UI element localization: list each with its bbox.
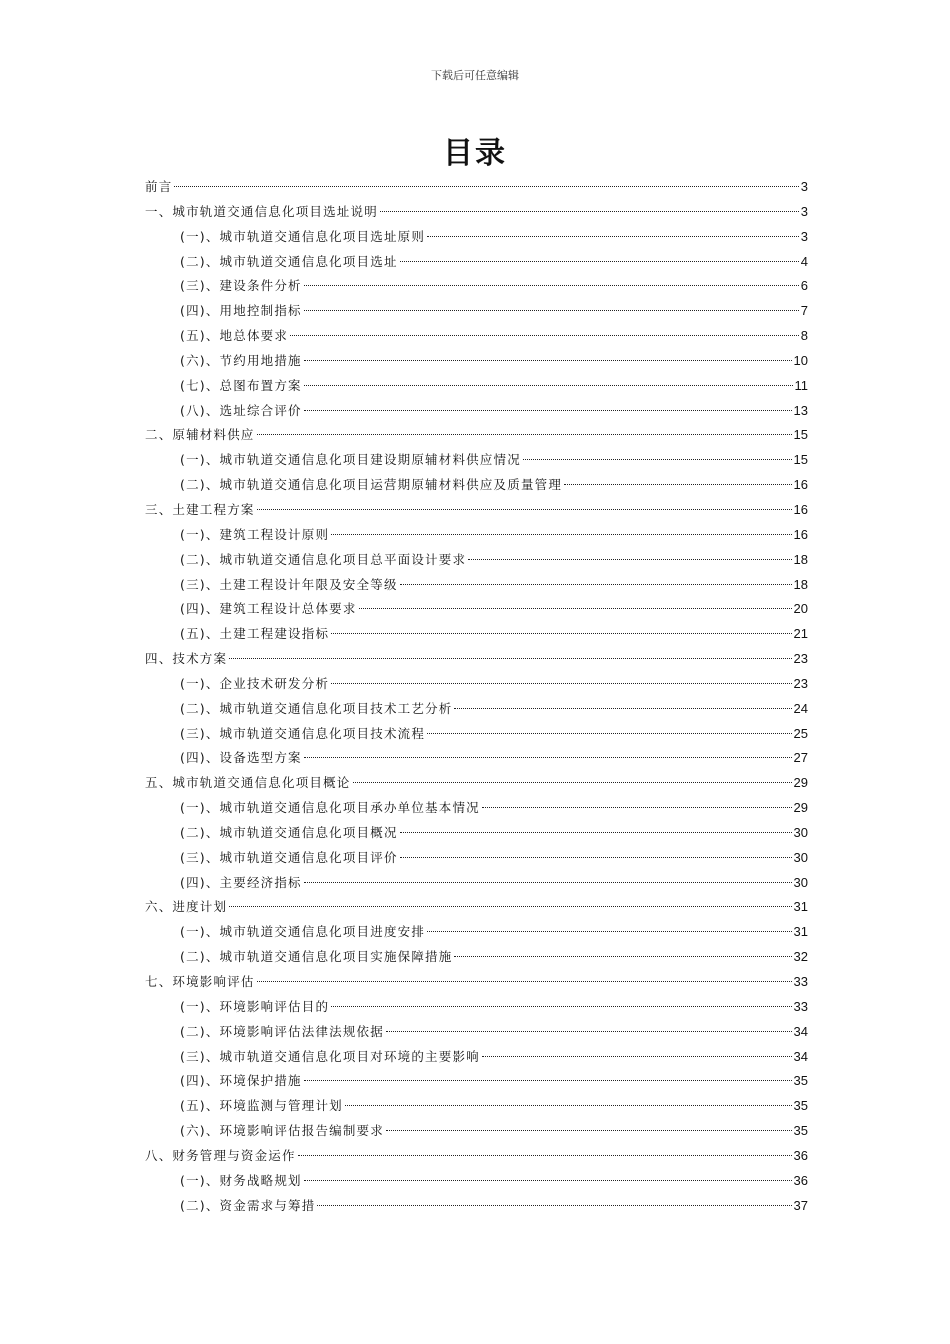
toc-title: 目录 [443, 136, 507, 171]
toc-leader-dots [359, 608, 792, 609]
toc-entry-page: 27 [793, 750, 808, 766]
toc-entry[interactable] [145, 1069, 808, 1094]
toc-entry-page: 23 [793, 651, 808, 667]
toc-entry[interactable] [145, 672, 808, 697]
toc-leader-dots [523, 459, 792, 460]
toc-entry-label: (八)、选址综合评价 [180, 402, 302, 418]
toc-entry[interactable] [145, 250, 808, 275]
toc-entry-page: 30 [793, 824, 808, 840]
toc-entry[interactable] [145, 1194, 808, 1219]
toc-entry[interactable] [145, 374, 808, 399]
toc-leader-dots [400, 832, 792, 833]
toc-leader-dots [400, 857, 792, 858]
toc-entry-label: 四、技术方案 [145, 651, 228, 667]
toc-entry[interactable] [145, 1020, 808, 1045]
toc-leader-dots [304, 757, 792, 758]
toc-leader-dots [454, 956, 791, 957]
toc-leader-dots [482, 807, 792, 808]
toc-entry-page: 30 [793, 849, 808, 865]
toc-entry[interactable] [145, 597, 808, 622]
toc-entry-label: 五、城市轨道交通信息化项目概论 [145, 775, 351, 791]
toc-entry[interactable] [145, 573, 808, 598]
toc-entry-page: 37 [793, 1197, 808, 1213]
toc-entry[interactable] [145, 771, 808, 796]
toc-entry-page: 3 [800, 179, 808, 194]
toc-entry-page: 25 [793, 725, 808, 741]
toc-entry-label: (一)、城市轨道交通信息化项目承办单位基本情况 [180, 800, 480, 816]
toc-entry[interactable] [145, 523, 808, 548]
toc-entry-label: (一)、建筑工程设计原则 [180, 526, 330, 542]
toc-entry[interactable] [145, 722, 808, 747]
toc-entry-label: (一)、城市轨道交通信息化项目进度安排 [180, 924, 426, 940]
toc-entry-page: 16 [793, 526, 808, 542]
toc-leader-dots [304, 1080, 792, 1081]
toc-leader-dots [229, 658, 791, 659]
toc-entry-page: 36 [793, 1147, 808, 1163]
toc-leader-dots [427, 931, 791, 932]
toc-entry-page: 16 [793, 501, 808, 517]
toc-entry[interactable] [145, 697, 808, 722]
toc-entry[interactable] [145, 200, 808, 225]
toc-entry-label: (一)、环境影响评估目的 [180, 998, 330, 1014]
toc-leader-dots [304, 1180, 792, 1181]
toc-entry[interactable] [145, 175, 808, 200]
toc-leader-dots [331, 633, 791, 634]
toc-entry-label: (五)、土建工程建设指标 [180, 626, 330, 642]
toc-entry[interactable] [145, 647, 808, 672]
toc-entry-page: 29 [793, 800, 808, 816]
toc-leader-dots [304, 410, 792, 411]
toc-entry-label: (三)、城市轨道交通信息化项目技术流程 [180, 725, 426, 741]
toc-entry-page: 32 [793, 949, 808, 965]
toc-entry-page: 13 [793, 402, 808, 418]
toc-entry-page: 21 [793, 626, 808, 642]
toc-entry[interactable] [145, 871, 808, 896]
toc-entry-page: 16 [793, 477, 808, 493]
toc-entry[interactable] [145, 1045, 808, 1070]
toc-entry-label: (三)、土建工程设计年限及安全等级 [180, 576, 398, 592]
toc-entry[interactable] [145, 548, 808, 573]
toc-entry-page: 6 [800, 278, 808, 294]
toc-leader-dots [290, 335, 799, 336]
toc-leader-dots [482, 1056, 792, 1057]
toc-leader-dots [400, 261, 799, 262]
toc-entry-page: 3 [800, 228, 808, 244]
toc-entry-page: 35 [793, 1073, 808, 1089]
toc-entry[interactable] [145, 1169, 808, 1194]
toc-entry[interactable] [145, 622, 808, 647]
toc-entry-label: (一)、企业技术研发分析 [180, 675, 330, 691]
toc-leader-dots [298, 1155, 792, 1156]
toc-entry-page: 18 [793, 551, 808, 567]
toc-entry-label: (五)、环境监测与管理计划 [180, 1098, 343, 1114]
toc-entry[interactable] [145, 945, 808, 970]
toc-leader-dots [331, 534, 791, 535]
toc-entry-page: 15 [793, 452, 808, 468]
toc-entry-page: 23 [793, 675, 808, 691]
toc-entry-label: (二)、城市轨道交通信息化项目总平面设计要求 [180, 551, 467, 567]
toc-entry-label: (四)、设备选型方案 [180, 750, 302, 766]
toc-entry-label: 七、环境影响评估 [145, 974, 255, 989]
toc-leader-dots [257, 509, 792, 510]
toc-leader-dots [229, 906, 791, 907]
toc-entry-label: (七)、总图布置方案 [180, 377, 302, 393]
toc-entry-label: (四)、主要经济指标 [180, 874, 302, 890]
toc-entry-label: 前言 [145, 179, 173, 194]
toc-entry-label: (六)、节约用地措施 [180, 352, 302, 368]
toc-leader-dots [257, 434, 792, 435]
toc-entry-label: (二)、城市轨道交通信息化项目选址 [180, 253, 398, 269]
toc-leader-dots [257, 981, 792, 982]
toc-leader-dots [304, 882, 792, 883]
toc-entry-page: 4 [800, 253, 808, 269]
toc-entry[interactable] [145, 796, 808, 821]
toc-entry-page: 29 [793, 775, 808, 791]
toc-leader-dots [353, 782, 792, 783]
toc-entry-label: (二)、城市轨道交通信息化项目实施保障措施 [180, 949, 453, 965]
toc-leader-dots [304, 360, 792, 361]
toc-entry-label: (一)、财务战略规划 [180, 1172, 302, 1188]
toc-leader-dots [454, 708, 791, 709]
toc-entry-page: 36 [793, 1172, 808, 1188]
toc-entry-label: (四)、建筑工程设计总体要求 [180, 601, 357, 617]
toc-entry-label: (四)、用地控制指标 [180, 303, 302, 319]
toc-entry[interactable] [145, 920, 808, 945]
toc-entry[interactable] [145, 970, 808, 995]
toc-entry-label: 二、原辅材料供应 [145, 427, 255, 443]
toc-entry-label: (二)、城市轨道交通信息化项目运营期原辅材料供应及质量管理 [180, 477, 563, 493]
toc-leader-dots [427, 733, 791, 734]
toc-entry-page: 31 [793, 899, 808, 915]
toc-entry[interactable] [145, 821, 808, 846]
toc-entry-label: (二)、城市轨道交通信息化项目技术工艺分析 [180, 700, 453, 716]
toc-leader-dots [331, 1006, 791, 1007]
toc-leader-dots [174, 186, 798, 187]
toc-entry[interactable] [145, 274, 808, 299]
toc-leader-dots [304, 385, 793, 386]
toc-entry[interactable] [145, 225, 808, 250]
toc-entry-page: 35 [793, 1123, 808, 1139]
toc-leader-dots [564, 484, 791, 485]
toc-leader-dots [400, 584, 792, 585]
toc-entry-page: 20 [793, 601, 808, 617]
toc-entry-page: 3 [800, 203, 808, 219]
toc-leader-dots [304, 285, 799, 286]
toc-leader-dots [317, 1205, 791, 1206]
toc-entry-label: 三、土建工程方案 [145, 501, 255, 517]
toc-entry[interactable] [145, 746, 808, 771]
toc-entry[interactable] [145, 895, 808, 920]
toc-entry[interactable] [145, 498, 808, 523]
toc-entry[interactable] [145, 349, 808, 374]
toc-entry-label: (六)、环境影响评估报告编制要求 [180, 1123, 384, 1139]
toc-leader-dots [304, 310, 799, 311]
toc-leader-dots [345, 1105, 792, 1106]
toc-entry[interactable] [145, 473, 808, 498]
toc-entry-page: 34 [793, 1048, 808, 1064]
toc-entry[interactable] [145, 1119, 808, 1144]
toc-entry-page: 7 [800, 303, 808, 319]
toc-entry-page: 35 [793, 1098, 808, 1114]
toc-leader-dots [386, 1130, 792, 1131]
toc-entry-page: 8 [800, 328, 808, 344]
toc-leader-dots [468, 559, 791, 560]
toc-entry-label: 六、进度计划 [145, 899, 228, 915]
toc-entry-label: (二)、资金需求与筹措 [180, 1197, 316, 1213]
toc-entry-page: 30 [793, 874, 808, 890]
toc-entry-label: 八、财务管理与资金运作 [145, 1147, 296, 1163]
toc-entry[interactable] [145, 448, 808, 473]
toc-entry-page: 31 [793, 924, 808, 940]
toc-entry[interactable] [145, 299, 808, 324]
toc-entry-page: 15 [793, 427, 808, 443]
toc-entry[interactable] [145, 423, 808, 448]
toc-entry[interactable] [145, 1094, 808, 1119]
header-note: 下载后可任意编辑 [431, 69, 519, 82]
toc-entry-page: 33 [793, 998, 808, 1014]
toc-entry-label: (三)、建设条件分析 [180, 278, 302, 294]
toc-entry-label: (三)、城市轨道交通信息化项目评价 [180, 849, 398, 865]
toc-entry-page: 33 [793, 974, 808, 989]
toc-entry[interactable] [145, 846, 808, 871]
toc-entry[interactable] [145, 324, 808, 349]
table-of-contents [145, 175, 808, 1218]
toc-leader-dots [380, 211, 799, 212]
toc-entry-page: 10 [793, 352, 808, 368]
toc-entry[interactable] [145, 399, 808, 424]
toc-entry-label: (一)、城市轨道交通信息化项目建设期原辅材料供应情况 [180, 452, 521, 468]
toc-entry[interactable] [145, 1144, 808, 1169]
toc-entry[interactable] [145, 995, 808, 1020]
toc-entry-label: (五)、地总体要求 [180, 328, 289, 344]
toc-entry-page: 11 [794, 377, 808, 393]
toc-leader-dots [331, 683, 791, 684]
toc-entry-label: (二)、环境影响评估法律法规依据 [180, 1023, 384, 1039]
toc-entry-label: 一、城市轨道交通信息化项目选址说明 [145, 203, 378, 219]
toc-entry-page: 24 [793, 700, 808, 716]
toc-entry-label: (三)、城市轨道交通信息化项目对环境的主要影响 [180, 1048, 480, 1064]
toc-entry-label: (四)、环境保护措施 [180, 1073, 302, 1089]
toc-entry-page: 34 [793, 1023, 808, 1039]
toc-entry-label: (一)、城市轨道交通信息化项目选址原则 [180, 228, 426, 244]
toc-leader-dots [386, 1031, 792, 1032]
toc-entry-label: (二)、城市轨道交通信息化项目概况 [180, 824, 398, 840]
toc-entry-page: 18 [793, 576, 808, 592]
toc-leader-dots [427, 236, 799, 237]
